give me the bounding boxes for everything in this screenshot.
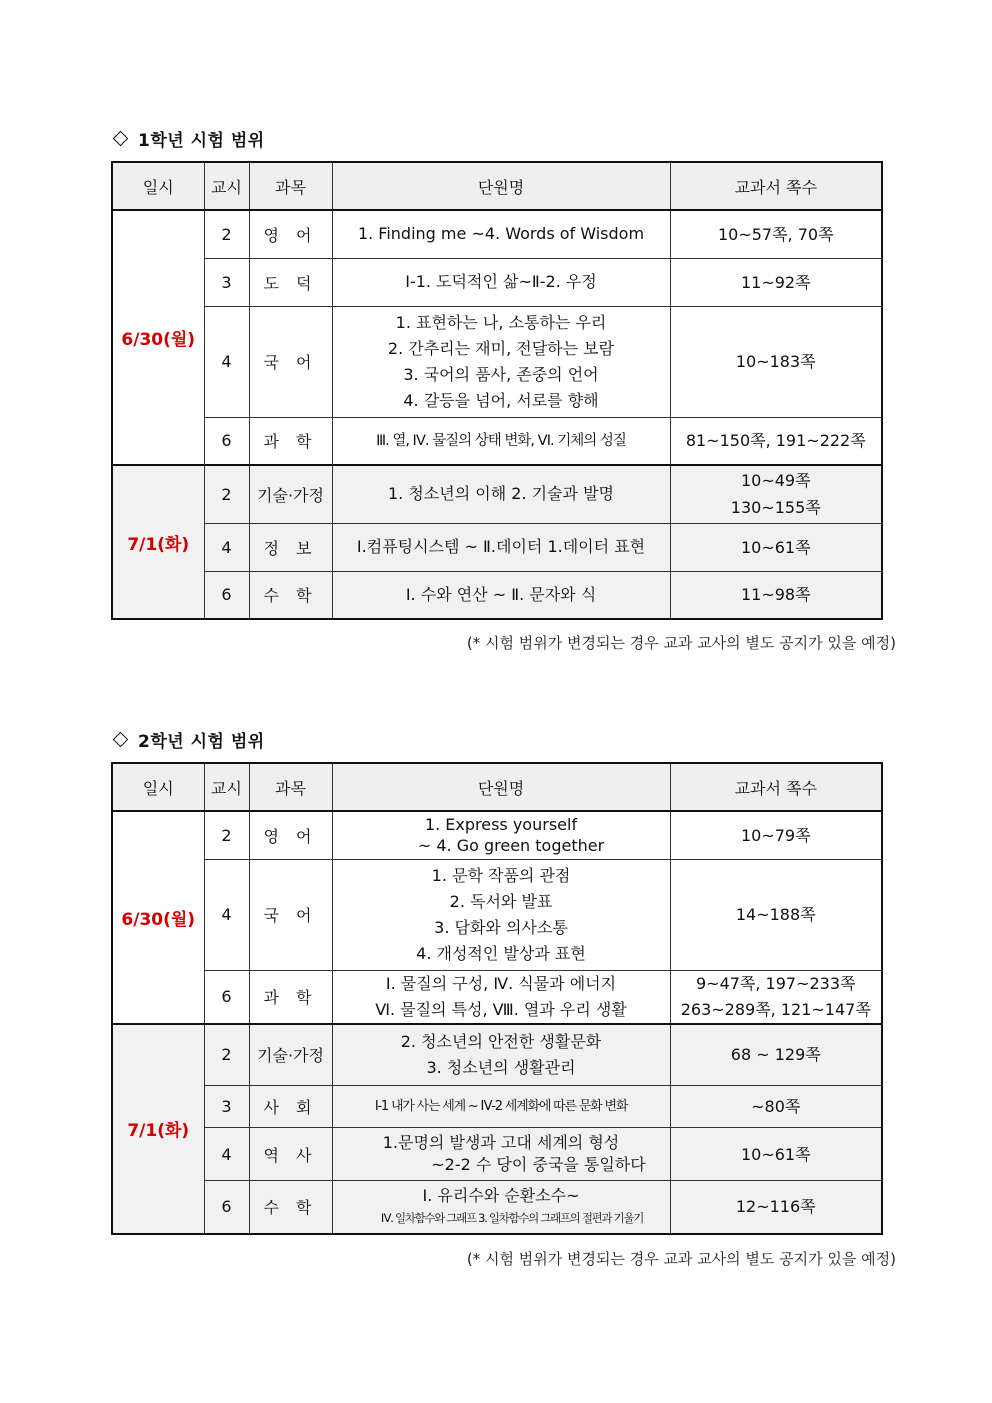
- pages-line: ~80쪽: [751, 1097, 801, 1116]
- unit-line: ~ 4. Go green together: [417, 836, 605, 856]
- pages-line: 9~47쪽, 197~233쪽: [695, 973, 856, 993]
- subject: 수 학: [249, 1181, 332, 1234]
- unit-cell: [332, 970, 670, 1024]
- subject: 도 덕: [249, 258, 332, 306]
- unit-line: 2. 독서와 발표: [449, 891, 553, 911]
- table-row: [112, 970, 882, 1024]
- unit-line: 1.문명의 발생과 고대 세계의 형성: [382, 1133, 620, 1152]
- pages-line: 81~150쪽, 191~222쪽: [685, 431, 866, 451]
- unit-cell: [332, 1086, 670, 1128]
- table-row: [112, 859, 882, 970]
- grade2-section-title: [112, 727, 265, 752]
- period: 2: [204, 465, 249, 523]
- pages-line: 14~188쪽: [735, 905, 816, 924]
- subject: 역 사: [249, 1128, 332, 1181]
- period: 4: [204, 306, 249, 417]
- pages-cell: [670, 1086, 882, 1128]
- pages-line: 11~98쪽: [740, 585, 811, 605]
- unit-line: 1. 문학 작품의 관점: [431, 865, 571, 885]
- subject: 국 어: [249, 306, 332, 417]
- pages-line: 12~116쪽: [735, 1197, 816, 1217]
- table-row: [112, 523, 882, 571]
- pages-line: 10~49쪽: [740, 471, 811, 491]
- grade1-note: (* 시험 범위가 변경되는 경우 교과 교사의 별도 공지가 있을 예정): [466, 634, 896, 652]
- unit-line: Ⅳ. 일차함수와 그래프 3. 일차함수의 그래프의 절편과 기울기: [380, 1210, 644, 1225]
- pages-line: 10~61쪽: [740, 1144, 811, 1164]
- unit-line: 3. 담화와 의사소통: [434, 917, 568, 937]
- table-row: [112, 417, 882, 465]
- unit-cell: [332, 1024, 670, 1086]
- table-row: [112, 811, 882, 859]
- unit-line: Ⅰ-1 내가 사는 세계 ~ Ⅳ-2 세계화에 따른 문화 변화: [374, 1098, 628, 1114]
- period: 4: [204, 859, 249, 970]
- pages-cell: [670, 465, 882, 523]
- grade1-title: 1학년 시험 범위: [138, 131, 265, 151]
- pages-cell: [670, 417, 882, 465]
- unit-cell: [332, 465, 670, 523]
- header-subject: 과목: [249, 162, 332, 210]
- subject: 영 어: [249, 811, 332, 859]
- period: 4: [204, 1128, 249, 1181]
- grade2-title: 2학년 시험 범위: [138, 732, 265, 752]
- subject: 정 보: [249, 523, 332, 571]
- unit-line: 4. 개성적인 발상과 표현: [416, 943, 586, 963]
- period: 3: [204, 258, 249, 306]
- unit-line: 1. 청소년의 이해 2. 기술과 발명: [388, 484, 614, 504]
- table-row: [112, 1024, 882, 1086]
- header-subject: 과목: [249, 763, 332, 811]
- exam-date: 7/1(화): [112, 1024, 204, 1234]
- pages-cell: [670, 859, 882, 970]
- unit-line: 3. 국어의 품사, 존중의 언어: [403, 364, 599, 384]
- subject: 과 학: [249, 417, 332, 465]
- grade1-section-title: [112, 126, 265, 151]
- pages-cell: [670, 523, 882, 571]
- unit-line: 2. 간추리는 재미, 전달하는 보람: [387, 338, 615, 358]
- grade1-exam-table: [111, 161, 883, 620]
- unit-cell: [332, 417, 670, 465]
- unit-line: Ⅰ.컴퓨팅시스템 ~ Ⅱ.데이터 1.데이터 표현: [356, 537, 646, 556]
- header-period: 교시: [204, 763, 249, 811]
- pages-cell: [670, 1024, 882, 1086]
- period: 2: [204, 811, 249, 859]
- grade2-note: (* 시험 범위가 변경되는 경우 교과 교사의 별도 공지가 있을 예정): [466, 1250, 896, 1268]
- table-header-row: [112, 162, 882, 210]
- header-date: 일시: [112, 162, 204, 210]
- header-date: 일시: [112, 763, 204, 811]
- pages-cell: [670, 571, 882, 619]
- period: 6: [204, 571, 249, 619]
- unit-line: Ⅵ. 물질의 특성, Ⅷ. 열과 우리 생활: [375, 999, 627, 1019]
- unit-cell: [332, 523, 670, 571]
- subject: 국 어: [249, 859, 332, 970]
- pages-line: 68 ~ 129쪽: [730, 1045, 821, 1065]
- subject: 영 어: [249, 210, 332, 258]
- period: 4: [204, 523, 249, 571]
- subject: 기술·가정: [249, 1024, 332, 1086]
- unit-cell: [332, 811, 670, 859]
- pages-line: 11~92쪽: [740, 272, 811, 292]
- exam-date: 6/30(월): [112, 811, 204, 1024]
- pages-line: 10~183쪽: [735, 352, 816, 371]
- period: 2: [204, 210, 249, 258]
- table-row: [112, 465, 882, 523]
- table-header-row: [112, 763, 882, 811]
- pages-cell: [670, 1181, 882, 1234]
- unit-cell: [332, 1181, 670, 1234]
- table-row: [112, 1181, 882, 1234]
- unit-line: Ⅰ. 수와 연산 ~ Ⅱ. 문자와 식: [405, 584, 597, 604]
- pages-line: 130~155쪽: [730, 498, 821, 518]
- diamond-icon: [113, 732, 129, 748]
- unit-line: Ⅰ. 물질의 구성, Ⅳ. 식물과 에너지: [385, 973, 617, 993]
- subject: 과 학: [249, 970, 332, 1024]
- pages-cell: [670, 811, 882, 859]
- pages-cell: [670, 210, 882, 258]
- exam-date: 7/1(화): [112, 465, 204, 619]
- table-row: [112, 258, 882, 306]
- unit-line: Ⅰ-1. 도덕적인 삶~Ⅱ-2. 우정: [405, 272, 597, 291]
- pages-line: 10~79쪽: [740, 825, 811, 845]
- unit-line: Ⅲ. 열, Ⅳ. 물질의 상태 변화, Ⅵ. 기체의 성질: [376, 432, 626, 449]
- pages-line: 263~289쪽, 121~147쪽: [680, 999, 871, 1019]
- period: 2: [204, 1024, 249, 1086]
- unit-line: Ⅰ. 유리수와 순환소수~: [422, 1185, 580, 1205]
- period: 6: [204, 970, 249, 1024]
- grade2-exam-table: [111, 762, 883, 1235]
- subject: 기술·가정: [249, 465, 332, 523]
- unit-line: ~2-2 수 당이 중국을 통일하다: [431, 1155, 646, 1174]
- subject: 사 회: [249, 1086, 332, 1128]
- diamond-icon: [113, 131, 129, 147]
- unit-line: 1. Express yourself: [424, 815, 578, 835]
- header-period: 교시: [204, 162, 249, 210]
- unit-line: 1. Finding me ~4. Words of Wisdom: [357, 224, 645, 244]
- period: 6: [204, 417, 249, 465]
- unit-line: 2. 청소년의 안전한 생활문화: [400, 1031, 602, 1051]
- unit-cell: [332, 210, 670, 258]
- pages-cell: [670, 258, 882, 306]
- header-pages: 교과서 쪽수: [670, 763, 882, 811]
- pages-line: 10~57쪽, 70쪽: [717, 224, 834, 244]
- unit-line: 3. 청소년의 생활관리: [426, 1057, 576, 1077]
- unit-cell: [332, 859, 670, 970]
- unit-cell: [332, 571, 670, 619]
- subject: 수 학: [249, 571, 332, 619]
- table-row: [112, 1128, 882, 1181]
- pages-line: 10~61쪽: [740, 537, 811, 557]
- pages-cell: [670, 306, 882, 417]
- header-pages: 교과서 쪽수: [670, 162, 882, 210]
- unit-line: 1. 표현하는 나, 소통하는 우리: [395, 312, 607, 332]
- table-row: [112, 571, 882, 619]
- unit-line: 4. 갈등을 넘어, 서로를 향해: [403, 390, 599, 410]
- header-unit: 단원명: [332, 162, 670, 210]
- table-row: [112, 306, 882, 417]
- unit-cell: [332, 258, 670, 306]
- period: 6: [204, 1181, 249, 1234]
- table-row: [112, 210, 882, 258]
- pages-cell: [670, 1128, 882, 1181]
- unit-cell: [332, 306, 670, 417]
- exam-date: 6/30(월): [112, 210, 204, 465]
- header-unit: 단원명: [332, 763, 670, 811]
- unit-cell: [332, 1128, 670, 1181]
- table-row: [112, 1086, 882, 1128]
- period: 3: [204, 1086, 249, 1128]
- pages-cell: [670, 970, 882, 1024]
